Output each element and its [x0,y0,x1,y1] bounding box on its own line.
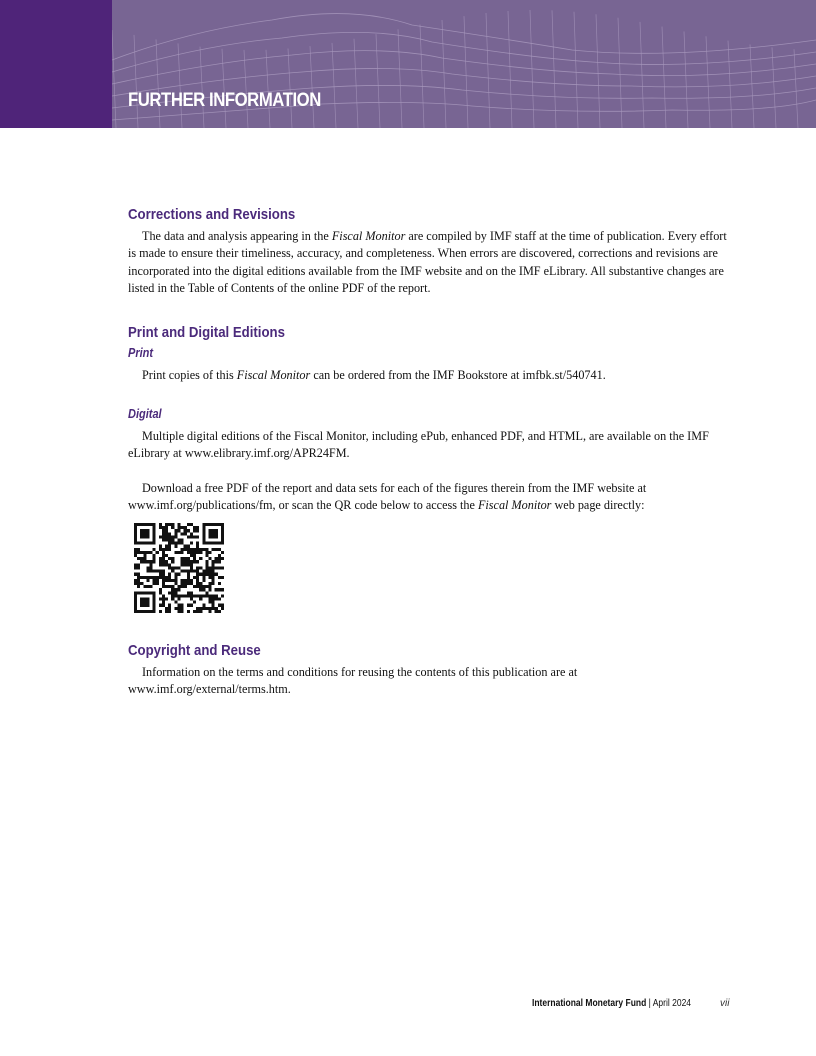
banner-side-block [0,0,112,128]
text: The data and analysis appearing in the [142,228,332,243]
paragraph: Multiple digital editions of the Fiscal Monitor, including ePub, enhanced PDF, and HTML, are available on the IMF eLibrary at www.elibrary.imf.org/APR24FM. [128,428,709,460]
subsection-heading-print: Print [128,346,154,360]
text: can be ordered from the IMF Bookstore at imfbk.st/540741. [310,367,606,382]
page-number: vii [720,998,730,1009]
paragraph: Information on the terms and conditions for reusing the contents of this publication are at www.imf.org/external/terms.htm. [128,664,578,696]
text: are compiled by IMF staff at the time of publication. Every effort is made to ensure their timeliness, accuracy, and completeness. When errors are discovered, corrections and revisions are incorporated into the digital editions available from the IMF website and on the IMF eLibrary. All substantive changes are listed in the Table of Contents of the online PDF of the report. [128,228,727,295]
paragraph [128,367,728,385]
page-title: FURTHER INFORMATION [128,90,321,111]
text: Download a free PDF of the report and data sets for each of the figures therein from the IMF website at www.imf.org/publications/fm, or scan the QR code below to access the [128,480,647,512]
paragraph [128,228,728,298]
section-heading: Print and Digital Editions [128,323,285,341]
publication-title: Fiscal Monitor [477,498,552,512]
text: web page directly: [551,498,645,512]
section-copyright [128,642,728,699]
subsection-heading-digital: Digital [128,407,162,421]
section-editions [128,324,728,643]
publication-title: Fiscal Monitor [331,228,406,243]
publication-title: Fiscal Monitor [236,367,311,382]
section-heading: Corrections and Revisions [128,206,296,223]
footer-date: April 2024 [652,998,692,1009]
section-corrections [128,206,728,298]
footer-separator: | [646,998,653,1009]
document-body [128,206,728,699]
paragraph [128,480,728,515]
page-footer [532,998,691,1009]
text: Print copies of this [142,367,237,382]
qr-code[interactable] [134,523,224,613]
section-heading: Copyright and Reuse [128,642,261,659]
footer-org: International Monetary Fund [532,998,647,1009]
header-banner [0,0,816,128]
